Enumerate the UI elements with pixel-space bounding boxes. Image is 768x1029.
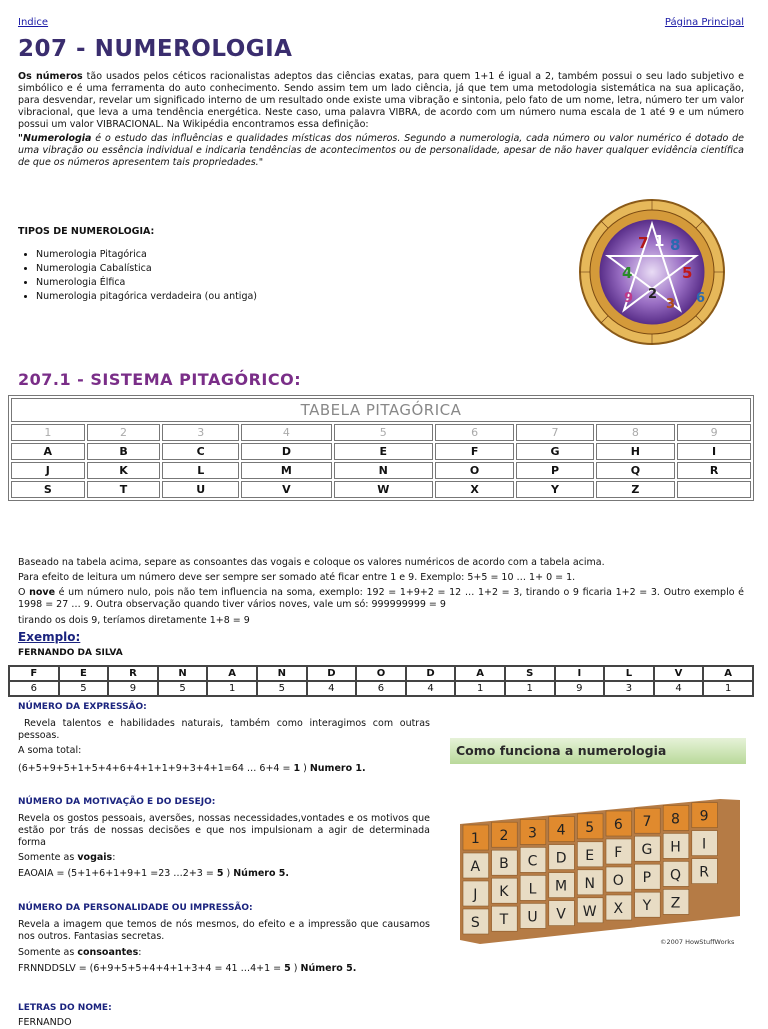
index-link[interactable]: Indice [18, 17, 49, 28]
cube-label: N [584, 875, 595, 892]
cube-label: V [556, 906, 566, 923]
cube-label: O [612, 873, 624, 889]
wikipedia-quote [18, 133, 744, 169]
personality-label-b: consoantes [77, 947, 139, 958]
home-link[interactable]: Página Principal [664, 17, 744, 28]
table-cell: Y [516, 481, 593, 498]
table-cell: H [596, 443, 676, 460]
table-cell: V [654, 666, 704, 681]
table-cell: 4 [406, 681, 456, 696]
types-item: • Numerologia pitagórica verdadeira (ou antiga) [36, 290, 257, 304]
wheel-number: 3 [666, 297, 676, 312]
table-cell: 5 [158, 681, 208, 696]
instruction-3b: nove [29, 587, 56, 598]
instruction-3c: é um número nulo, pois não tem influencia na soma, exemplo: 192 = 1+9+2 = 12 … 1+2 = 3, tirando o 9 ficaria 1+2 = 3. Outro exemplo é 1998 = 27 … 9. Outra observação quando tiver vários noves, vale um só: 999999999 = 9 [18, 587, 744, 610]
expression-number: Numero 1. [309, 763, 366, 774]
instruction-2: Para efeito de leitura um número deve ser sempre ser somado até ficar entre 1 e 9. Exemplo: 5+5 = 10 … 1+ 0 = 1. [18, 572, 576, 583]
table-cell: S [11, 481, 85, 498]
numerology-figure [450, 738, 746, 948]
motivation-label-b: vogais [77, 852, 113, 863]
personality-label-c: : [138, 947, 142, 958]
expression-close: ) [300, 763, 310, 774]
table-cell: 1 [455, 681, 505, 696]
personality-formula-text: FRNNDDSLV = (6+9+5+5+4+4+1+3+4 = 41 …4+1 = [18, 963, 285, 974]
table-row [9, 681, 753, 696]
table-cell: 4 [307, 681, 357, 696]
cube-label: 2 [499, 828, 509, 845]
table-cell: 3 [162, 424, 239, 441]
table-cell: 1 [207, 681, 257, 696]
table-cell: D [406, 666, 456, 681]
letters-first: FERNANDO [18, 1017, 72, 1028]
expression-result: 1 [293, 763, 301, 774]
table-cell: T [87, 481, 161, 498]
instruction-3a: O [18, 587, 30, 598]
motivation-formula [18, 868, 438, 880]
table-cell: K [87, 462, 161, 479]
types-item: • Numerologia Pitagórica [36, 248, 257, 262]
table-cell: 1 [505, 681, 555, 696]
types-list [18, 248, 257, 304]
motivation-text: Revela os gostos pessoais, aversões, nossas necessidades,vontades e os motivos que estão por trás de nossas decisões e que nos impulsionam a agir de determinada forma [18, 813, 430, 848]
personality-heading: NÚMERO DA PERSONALIDADE OU IMPRESSÃO: [18, 903, 253, 913]
cube-label: J [473, 887, 478, 903]
table-cell: 4 [241, 424, 332, 441]
table-cell: N [334, 462, 433, 479]
personality-number: Número 5. [300, 963, 357, 974]
cube-label: F [614, 845, 623, 861]
table-cell: O [435, 462, 515, 479]
table-cell: 5 [59, 681, 109, 696]
quote-text: é o estudo das influências e qualidades místicas dos números. Segundo a numerologia, cada número ou valor numérico é dotado de uma vibração ou essência individual e indicaria tendências de acontecimentos ou de personalidade, apesar de não haver qualquer evidência científica de que os números apresentem tais propriedades." [18, 133, 744, 168]
table-cell: L [162, 462, 239, 479]
table-cell: E [59, 666, 109, 681]
instruction-3 [18, 587, 744, 611]
instruction-4: tirando os dois 9, teríamos diretamente 1+8 = 9 [18, 615, 250, 626]
figure-title-bar [450, 738, 746, 764]
table-cell [677, 481, 751, 498]
cube-label: Z [670, 895, 681, 912]
cube-label: Q [669, 867, 682, 884]
wheel-number: 9 [624, 291, 634, 306]
motivation-heading: NÚMERO DA MOTIVAÇÃO E DO DESEJO: [18, 797, 216, 807]
cube-label: L [528, 881, 537, 898]
table-row [9, 666, 753, 681]
expression-formula [18, 763, 438, 775]
table-cell: L [604, 666, 654, 681]
cube-label: 9 [699, 808, 709, 825]
page-title: 207 - NUMEROLOGIA [18, 36, 293, 62]
table-cell: I [677, 443, 751, 460]
cube-label: Y [642, 898, 652, 915]
table-cell: U [162, 481, 239, 498]
example-heading: Exemplo: [18, 630, 81, 644]
types-heading: TIPOS DE NUMEROLOGIA: [18, 226, 155, 237]
expression-heading: NÚMERO DA EXPRESSÃO: [18, 702, 147, 712]
cube-label: W [582, 903, 597, 920]
numerology-wheel-image [578, 198, 726, 346]
instruction-1: Baseado na tabela acima, separe as consoantes das vogais e coloque os valores numéricos de acordo com a tabela acima. [18, 557, 605, 568]
example-table [8, 665, 754, 697]
cube-label: C [527, 853, 538, 870]
wheel-number: 5 [682, 264, 693, 282]
wheel-number: 2 [648, 287, 658, 302]
cube-label: 3 [528, 825, 537, 842]
table-cell: 2 [87, 424, 161, 441]
table-cell: O [356, 666, 406, 681]
wheel-number: 1 [654, 232, 665, 250]
table-row [11, 481, 751, 498]
table-cell: 4 [654, 681, 704, 696]
quote-term: Numerologia [22, 133, 92, 144]
table-cell: G [516, 443, 593, 460]
table-caption: TABELA PITAGÓRICA [11, 398, 751, 422]
personality-formula [18, 963, 438, 975]
cube-label: K [499, 884, 509, 901]
table-cell: D [307, 666, 357, 681]
intro-lead: Os números [18, 71, 83, 82]
cube-label: 1 [470, 831, 480, 847]
cube-label: S [470, 915, 480, 931]
table-cell: A [11, 443, 85, 460]
table-cell: B [87, 443, 161, 460]
cube-label: M [555, 878, 568, 895]
motivation-close: ) [223, 868, 234, 879]
table-cell: 1 [11, 424, 85, 441]
personality-label-a: Somente as [18, 947, 78, 958]
table-cell: Z [596, 481, 676, 498]
table-cell: Q [596, 462, 676, 479]
table-cell: N [257, 666, 307, 681]
cube-label: 7 [642, 814, 652, 831]
table-cell: E [334, 443, 433, 460]
personality-close: ) [290, 963, 301, 974]
table-cell: 1 [703, 681, 753, 696]
section-heading: 207.1 - SISTEMA PITAGÓRICO: [18, 370, 302, 389]
cube-label: X [613, 901, 624, 917]
table-cell: 5 [334, 424, 433, 441]
table-cell: 5 [257, 681, 307, 696]
types-item: • Numerologia Élfica [36, 276, 257, 290]
types-item: • Numerologia Cabalística [36, 262, 257, 276]
table-cell: F [435, 443, 515, 460]
letters-heading: LETRAS DO NOME: [18, 1003, 112, 1013]
table-cell: I [555, 666, 605, 681]
table-row [11, 424, 751, 441]
table-cell: 9 [555, 681, 605, 696]
wheel-number: 8 [670, 236, 681, 254]
figure-title: Como funciona a numerologia [456, 743, 667, 758]
table-cell: V [241, 481, 332, 498]
cube-label: T [499, 912, 509, 929]
table-cell: N [158, 666, 208, 681]
table-cell: X [435, 481, 515, 498]
motivation-result: 5 [216, 868, 224, 879]
expression-sum-label: A soma total: [18, 745, 82, 756]
cube-label: B [499, 856, 509, 873]
table-cell: 6 [9, 681, 59, 696]
table-cell: 9 [108, 681, 158, 696]
cube-label: P [642, 870, 652, 887]
table-cell: R [108, 666, 158, 681]
table-cell: 9 [677, 424, 751, 441]
cube-label: 6 [613, 817, 623, 833]
example-name: FERNANDO DA SILVA [18, 648, 123, 658]
table-cell: C [162, 443, 239, 460]
cube-label: E [585, 847, 595, 864]
pythagorean-table [8, 395, 754, 501]
motivation-label [18, 852, 115, 864]
motivation-label-a: Somente as [18, 852, 78, 863]
cube-label: D [555, 850, 567, 867]
wheel-number: 7 [638, 234, 649, 252]
table-cell: W [334, 481, 433, 498]
table-cell: A [207, 666, 257, 681]
intro-text: tão usados pelos céticos racionalistas adeptos das ciências exatas, para quem 1+1 é igual a 2, também possui o seu lado subjetivo e simbólico e é uma ferramenta do auto conhecimento. Sendo assim tem um lado ciência, já que tem uma metodologia sistemática na sua aplicação, para desvendar, revelar um significado interno de um resultado onde existe uma vibração e sintonia, pelo fato de um nome, letra, número ter um valor vibracional, que leva a uma tendência energética. Neste caso, uma palavra VIBRA, de acordo com um número numa escala de 1 até 9 e um número possui um valor VIBRACIONAL. Na Wikipédia encontramos essa definição: [18, 71, 744, 130]
cube-label: 5 [585, 819, 595, 836]
motivation-formula-text: EAOAIA = (5+1+6+1+9+1 =23 …2+3 = [18, 868, 217, 879]
table-cell: P [516, 462, 593, 479]
cube-grid [450, 764, 746, 948]
table-cell: J [11, 462, 85, 479]
wheel-number: 4 [622, 264, 633, 282]
table-cell: D [241, 443, 332, 460]
table-cell: S [505, 666, 555, 681]
personality-result: 5 [284, 963, 291, 974]
table-cell: M [241, 462, 332, 479]
cube-label: 4 [556, 822, 566, 839]
table-cell: 6 [356, 681, 406, 696]
quote-open: " [18, 133, 23, 144]
motivation-label-c: : [112, 852, 116, 863]
table-cell: A [455, 666, 505, 681]
cube-label: G [641, 842, 653, 859]
cube-label: U [527, 909, 538, 926]
table-cell: A [703, 666, 753, 681]
cube-label: A [470, 859, 481, 875]
table-cell: 7 [516, 424, 593, 441]
table-cell: 6 [435, 424, 515, 441]
wheel-number: 6 [696, 291, 706, 306]
personality-label [18, 947, 141, 959]
cube-label: 8 [671, 811, 680, 828]
table-row [11, 462, 751, 479]
figure-credit: ©2007 HowStuffWorks [660, 938, 735, 946]
table-cell: R [677, 462, 751, 479]
table-cell: 3 [604, 681, 654, 696]
expression-formula-text: (6+5+9+5+1+5+4+6+4+1+1+9+3+4+1=64 … 6+4 = [18, 763, 294, 774]
table-row [11, 443, 751, 460]
motivation-number: Número 5. [233, 868, 290, 879]
intro-paragraph [18, 71, 744, 131]
cube-label: I [702, 836, 707, 853]
table-cell: F [9, 666, 59, 681]
cube-label: H [670, 839, 681, 856]
personality-text: Revela a imagem que temos de nós mesmos, do efeito e a impressão que causamos nos outros. Fantasias secretas. [18, 919, 430, 942]
cube-label: R [699, 864, 709, 881]
table-cell: 8 [596, 424, 676, 441]
expression-text: Revela talentos e habilidades naturais, também como interagimos com outras pessoas. [18, 718, 430, 741]
